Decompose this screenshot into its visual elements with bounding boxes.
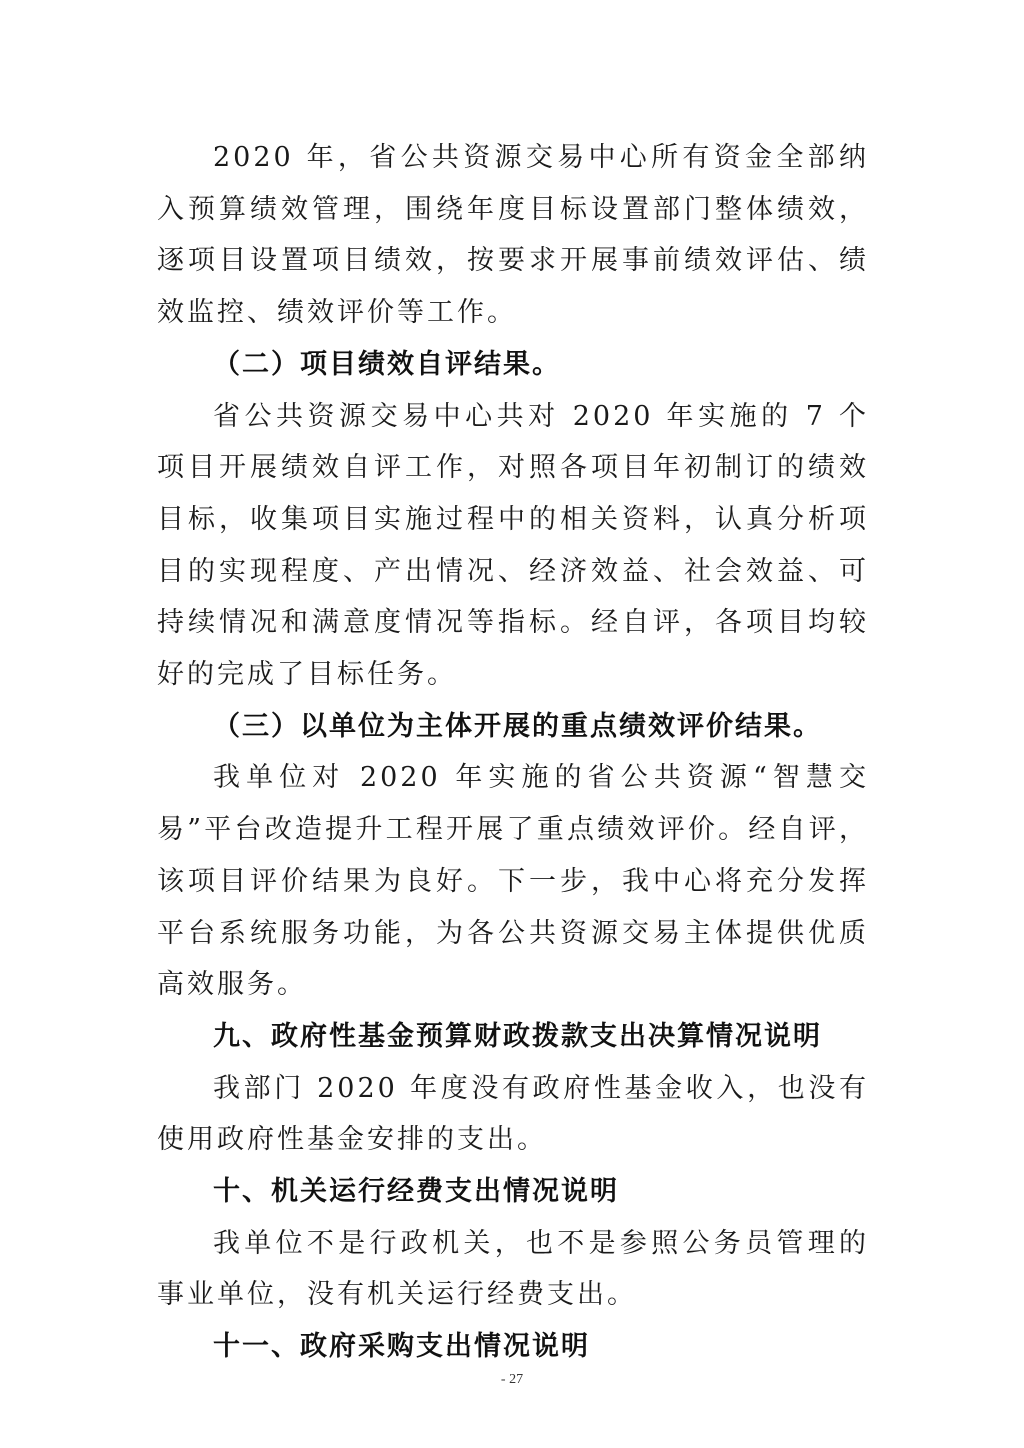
- heading-section-eleven: 十一、政府采购支出情况说明: [213, 1331, 590, 1363]
- paragraph-section-ten: 我单位不是行政机关，也不是参照公务员管理的事业单位，没有机关运行经费支出。: [157, 1227, 869, 1311]
- paragraph-project-self-evaluation: 省公共资源交易中心共对 2020 年实施的 7 个项目开展绩效自评工作，对照各项目年初制订的绩效目标，收集项目实施过程中的相关资料，认真分析项目的实现程度、产出情况、经济效益、社会效益、可持续情况和满意度情况等指标。经自评，各项目均较好的完成了目标任务。: [157, 400, 869, 691]
- heading-section-ten: 十、机关运行经费支出情况说明: [213, 1176, 619, 1208]
- paragraph-budget-management: 2020 年，省公共资源交易中心所有资金全部纳入预算绩效管理，围绕年度目标设置部门整体绩效，逐项目设置项目绩效，按要求开展事前绩效评估、绩效监控、绩效评价等工作。: [157, 142, 869, 329]
- paragraph-key-performance-evaluation: 我单位对 2020 年实施的省公共资源“智慧交易”平台改造提升工程开展了重点绩效评价。经自评，该项目评价结果为良好。下一步，我中心将充分发挥平台系统服务功能，为各公共资源交易主体提供优质高效服务。: [157, 762, 869, 1001]
- heading-key-performance-evaluation: （三）以单位为主体开展的重点绩效评价结果。: [213, 710, 822, 742]
- heading-project-self-evaluation: （二）项目绩效自评结果。: [213, 348, 561, 380]
- document-body: [157, 132, 869, 1373]
- heading-section-nine: 九、政府性基金预算财政拨款支出决算情况说明: [213, 1020, 822, 1052]
- page-number: - 27: [500, 1372, 524, 1387]
- paragraph-section-nine: 我部门 2020 年度没有政府性基金收入，也没有使用政府性基金安排的支出。: [157, 1072, 869, 1156]
